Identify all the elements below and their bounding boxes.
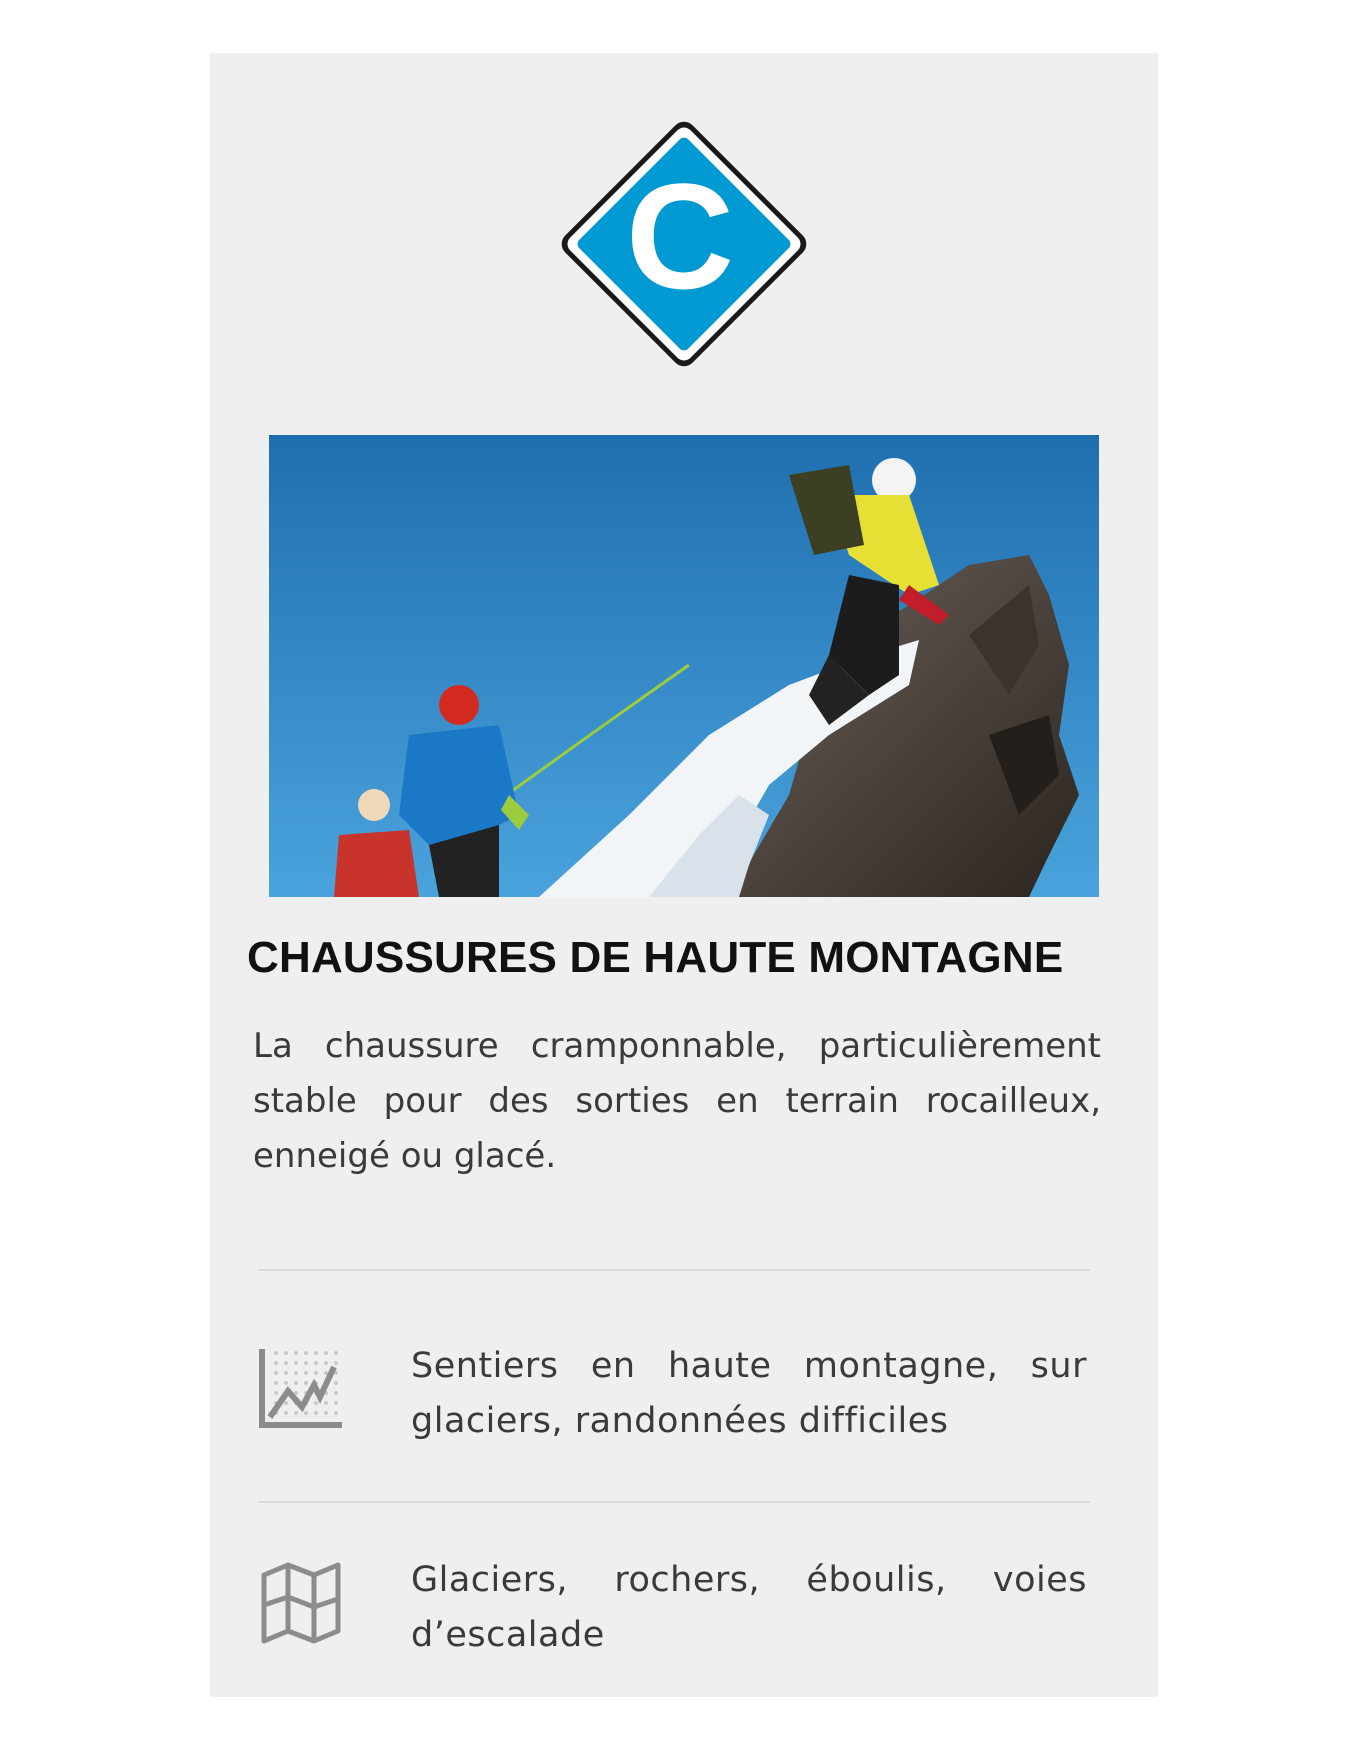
product-description: La chaussure cramponnable, particulièrement stable pour des sorties en terrain rocailleux, enneigé ou glacé. (253, 1026, 1101, 1176)
feature-ground-text: Glaciers, rochers, éboulis, voies d’escalade (411, 1560, 1087, 1655)
feature-terrain (258, 1343, 1088, 1463)
feature-terrain-text: Sentiers en haute montagne, sur glaciers, randonnées difficiles (411, 1346, 1087, 1441)
feature-ground (258, 1553, 1088, 1673)
category-badge (550, 110, 818, 378)
mountaineers-climbing-photo (269, 435, 1099, 897)
terrain-chart-icon (258, 1345, 344, 1431)
product-photo (269, 435, 1099, 897)
category-c-icon (550, 110, 818, 378)
product-title: CHAUSSURES DE HAUTE MONTAGNE (247, 933, 1064, 982)
folded-map-icon (258, 1561, 344, 1647)
divider (258, 1501, 1090, 1503)
divider (258, 1269, 1090, 1271)
product-card (210, 53, 1158, 1697)
category-letter: C (625, 152, 735, 320)
